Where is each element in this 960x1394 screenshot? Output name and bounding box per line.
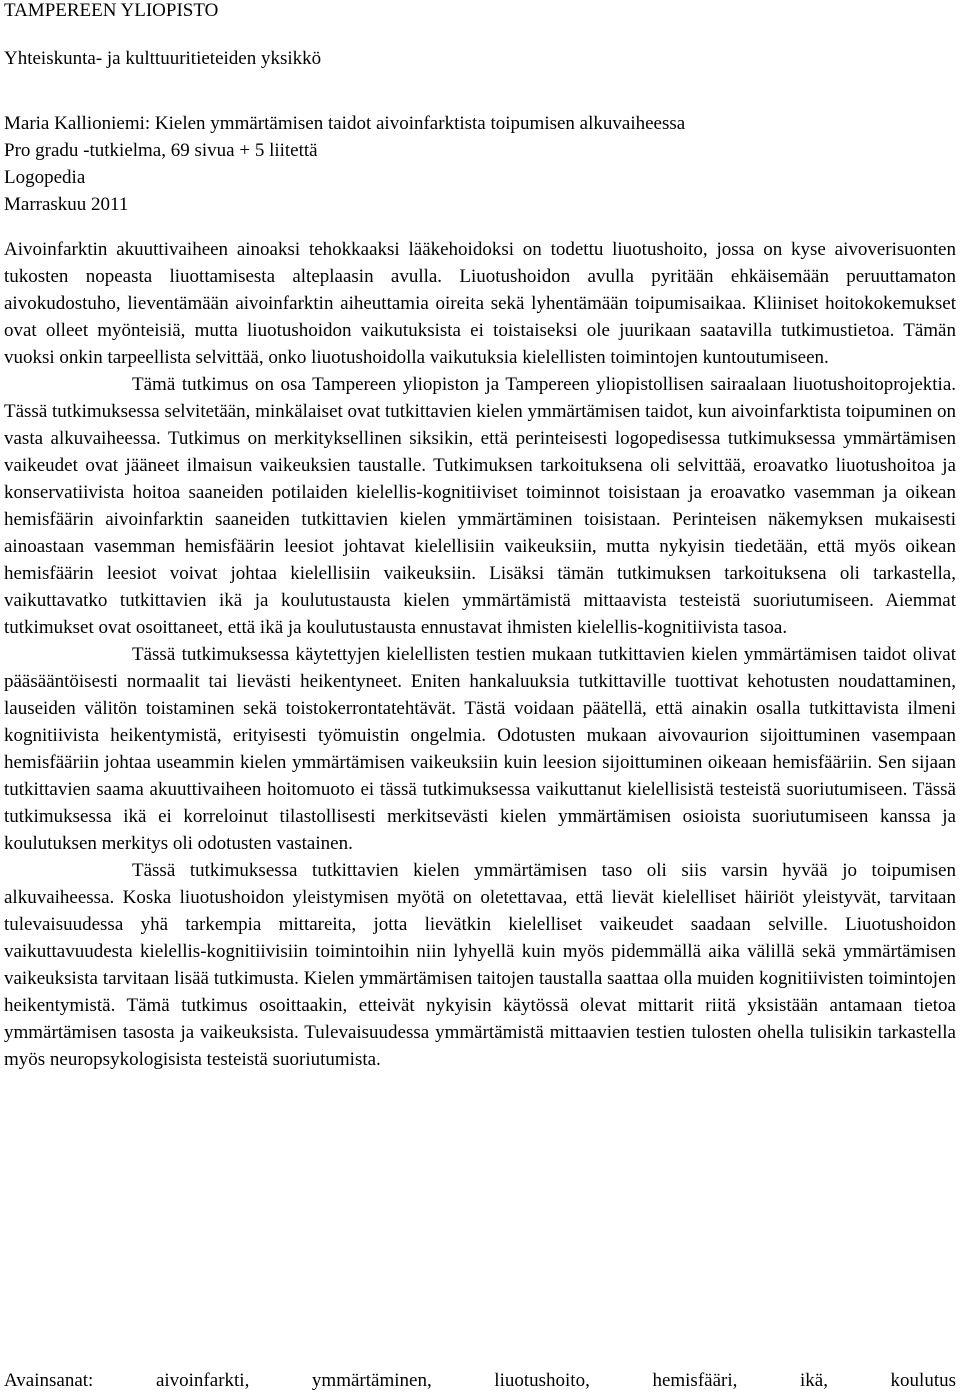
date: Marraskuu 2011 [4, 194, 129, 215]
thesis-metadata [4, 110, 685, 218]
thesis-type: Pro gradu -tutkielma, 69 sivua + 5 liitettä [4, 140, 318, 161]
university-name: TAMPEREEN YLIOPISTO [4, 0, 219, 21]
author-and-title: Maria Kallioniemi: Kielen ymmärtämisen taidot aivoinfarktista toipumisen alkuvaiheessa [4, 113, 686, 134]
keywords-line: Avainsanat: aivoinfarkti, ymmärtäminen, liuotushoito, hemisfääri, ikä, koulutus [4, 1370, 956, 1391]
abstract-paragraph: Tässä tutkimuksessa käytettyjen kielellisten testien mukaan tutkittavien kielen ymmärtämisen taidot olivat pääsääntöisesti normaalit tai lievästi heikentyneet. Eniten hankaluuksia tutkittaville tuottivat kehotusten noudattaminen, lauseiden välitön toistaminen sekä toistokerrontatehtävät. Tästä voidaan päätellä, että ainakin osalla tutkittavista ilmeni kognitiivista heikentymistä, erityisesti työmuistin ongelmia. Odotusten mukaan aivovaurion sijoittuminen vasempaan hemisfääriin johtaa useammin kielen ymmärtämisen vaikeuksiin kuin leesion sijoittuminen oikeaan hemisfääriin. Sen sijaan tutkittavien saama akuuttivaiheen hoitomuoto ei tässä tutkimuksessa vaikuttanut kielellisistä testeistä suoriutumiseen. Tässä tutkimuksessa ikä ei korreloinut tilastollisesti merkitsevästi kielen ymmärtämisen osioista suoriutumiseen kanssa ja koulutuksen merkitys oli odotusten vastainen. [4, 644, 956, 854]
abstract-paragraph: Aivoinfarktin akuuttivaiheen ainoaksi tehokkaaksi lääkehoidoksi on todettu liuotushoito, jossa on kyse aivoverisuonten tukosten nopeasta liuottamisesta alteplaasin avulla. Liuotushoidon avulla pyritään ehkäisemään peruuttamaton aivokudostuho, lieventämään aivoinfarktin aiheuttamia oireita sekä lyhentämään toipumisaikaa. Kliiniset hoitokokemukset ovat olleet myönteisiä, mutta liuotushoidon vaikutuksista ei toistaiseksi ole juurikaan saatavilla tutkimustietoa. Tämän vuoksi onkin tarpeellista selvittää, onko liuotushoidolla vaikutuksia kielellisten toimintojen kuntoutumiseen. [4, 239, 956, 368]
abstract-body [4, 236, 956, 1073]
faculty-unit: Yhteiskunta- ja kulttuuritieteiden yksikkö [4, 48, 322, 69]
abstract-paragraph: Tämä tutkimus on osa Tampereen yliopiston ja Tampereen yliopistollisen sairaalaan liuotushoitoprojektia. Tässä tutkimuksessa selvitetään, minkälaiset ovat tutkittavien kielen ymmärtämisen taidot, kun aivoinfarktista toipuminen on vasta alkuvaiheessa. Tutkimus on merkityksellinen siksikin, että perinteisesti logopedisessa tutkimuksessa ymmärtämisen vaikeudet ovat jääneet ilmaisun vaikeuksien taustalle. Tutkimuksen tarkoituksena oli selvittää, eroavatko liuotushoitoa ja konservatiivista hoitoa saaneiden potilaiden kielellis-kognitiiviset toiminnot toisistaan ja eroavatko vasemman ja oikean hemisfäärin aivoinfarktin saaneiden tutkittavien kielen ymmärtäminen toisistaan. Perinteisen näkemyksen mukaisesti ainoastaan vasemman hemisfäärin leesiot johtavat kielellisiin vaikeuksiin, mutta nykyisin tiedetään, että myös oikean hemisfäärin leesiot voivat johtaa kielellisiin vaikeuksiin. Lisäksi tämän tutkimuksen tarkoituksena oli tarkastella, vaikuttavatko tutkittavien ikä ja koulutustausta kielen ymmärtämistä mittaavista testeistä suoriutumiseen. Aiemmat tutkimukset ovat osoittaneet, että ikä ja koulutustausta ennustavat ihmisten kielellis-kognitiivista tasoa. [4, 374, 956, 638]
abstract-paragraph: Tässä tutkimuksessa tutkittavien kielen ymmärtämisen taso oli siis varsin hyvää jo toipumisen alkuvaiheessa. Koska liuotushoidon yleistymisen myötä on oletettavaa, että lievät kielelliset häiriöt yleistyvät, tarvitaan tulevaisuudessa yhä tarkempia mittareita, jotta lievätkin kielelliset vaikeudet saadaan selville. Liuotushoidon vaikuttavuudesta kielellis-kognitiivisiin toimintoihin niin lyhyellä kuin myös pidemmällä aika välillä sekä ymmärtämisen vaikeuksista tarvitaan lisää tutkimusta. Kielen ymmärtämisen taitojen taustalla saattaa olla muiden kognitiivisten toimintojen heikentymistä. Tämä tutkimus osoittaakin, etteivät nykyisin käytössä olevat mittarit riitä yksistään antamaan tietoa ymmärtämisen tasosta ja vaikeuksista. Tulevaisuudessa ymmärtämistä mittaavien testien tulosten ohella tulisikin tarkastella myös neuropsykologisista testeistä suoriutumista. [4, 860, 956, 1070]
subject: Logopedia [4, 167, 86, 188]
